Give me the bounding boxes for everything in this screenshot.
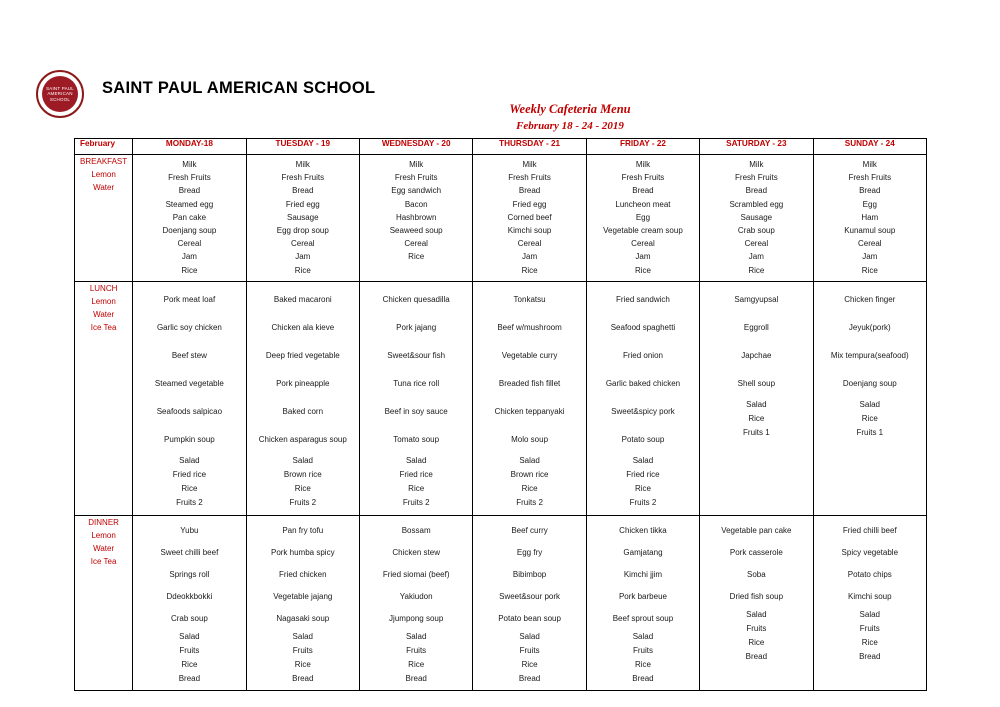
meal-drink: Lemon [91, 170, 116, 179]
menu-item: Egg sandwich [391, 186, 442, 196]
menu-item: Jam [181, 252, 197, 262]
menu-item: Tonkatsu [513, 294, 546, 304]
page-header [30, 62, 970, 132]
menu-item: Bread [292, 186, 314, 196]
menu-item: Beef curry [511, 525, 548, 535]
menu-item: Salad [179, 455, 200, 465]
menu-item: Fried siomai (beef) [382, 569, 450, 579]
menu-item: Milk [522, 160, 537, 169]
menu-item: Fried rice [399, 470, 433, 480]
menu-item: Rice [408, 484, 425, 494]
menu-cell [473, 281, 586, 515]
menu-item: Mix tempura(seafood) [830, 350, 909, 360]
menu-item: Soba [747, 569, 766, 579]
menu-item: Crab soup [737, 226, 775, 236]
menu-item: Jam [635, 252, 651, 262]
menu-cell [473, 515, 586, 690]
menu-item: Fruits 1 [743, 428, 770, 438]
menu-item: Vegetable pan cake [721, 525, 792, 535]
menu-item: Cereal [631, 239, 655, 249]
meal-row-dinner [75, 515, 927, 690]
menu-item: Potato bean soup [498, 613, 561, 623]
menu-item: Fresh Fruits [848, 173, 892, 183]
menu-item: Crab soup [170, 613, 208, 623]
menu-item: Samgyupsal [734, 294, 779, 304]
meal-drink: Lemon [91, 530, 116, 540]
menu-item: Beef in soy sauce [384, 406, 448, 416]
menu-item: Fried onion [622, 350, 663, 360]
menu-item: Pork meat loaf [163, 294, 216, 304]
menu-item: Gamjatang [623, 547, 663, 557]
menu-item: Bread [745, 186, 768, 196]
school-logo [36, 70, 84, 118]
menu-cell [700, 281, 813, 515]
menu-item: Kunamul soup [844, 226, 896, 236]
menu-item: Springs roll [169, 569, 210, 579]
meal-name: LUNCH [89, 283, 118, 293]
school-name: SAINT PAUL AMERICAN SCHOOL [102, 79, 376, 97]
header-saturday: SATURDAY - 23 [700, 139, 813, 155]
header-sunday: SUNDAY - 24 [813, 139, 926, 155]
menu-item: Pork pineapple [276, 378, 330, 388]
menu-item: Egg drop soup [276, 226, 329, 236]
menu-item: Fruits 2 [289, 498, 317, 508]
menu-item: Potato soup [621, 434, 665, 444]
menu-item: Cereal [291, 239, 315, 249]
menu-item: Milk [749, 160, 764, 169]
menu-cell [246, 515, 359, 690]
menu-item: Fruits 2 [402, 498, 430, 508]
menu-item: Salad [859, 609, 880, 619]
menu-item: Salad [746, 609, 767, 619]
menu-item: Chicken finger [844, 294, 896, 304]
menu-item: Cereal [517, 239, 542, 249]
meal-label-cell [75, 281, 133, 515]
menu-item: Salad [292, 631, 314, 641]
meal-name: BREAKFAST [80, 157, 128, 166]
menu-item: Bread [859, 651, 881, 661]
meal-drink: Lemon [91, 296, 116, 306]
menu-item: Bread [518, 186, 541, 196]
menu-item: Rice [634, 484, 651, 494]
menu-item: Sausage [740, 212, 773, 222]
menu-item: Bread [632, 673, 654, 683]
menu-item: Sweet&sour fish [387, 350, 446, 360]
meal-label-cell [75, 155, 133, 282]
menu-item: Cereal [857, 239, 882, 249]
menu-item: Pork casserole [729, 547, 783, 557]
menu-item: Salad [292, 455, 314, 465]
header-friday: FRIDAY - 22 [586, 139, 699, 155]
header-thursday: THURSDAY - 21 [473, 139, 586, 155]
menu-item: Rice [521, 265, 538, 275]
meal-label-cell [75, 515, 133, 690]
menu-item: Rice [861, 414, 878, 424]
header-wednesday: WEDNESDAY - 20 [359, 139, 472, 155]
menu-item: Beef stew [171, 350, 207, 360]
menu-item: Fried rice [172, 470, 207, 480]
menu-item: Tomato soup [393, 434, 440, 444]
menu-item: Fruits [746, 623, 767, 633]
menu-item: Salad [632, 455, 654, 465]
menu-item: Salad [632, 631, 654, 641]
meal-drink: Water [93, 543, 115, 553]
menu-item: Corned beef [507, 212, 552, 222]
menu-cell [246, 281, 359, 515]
menu-item: Garlic soy chicken [156, 322, 222, 332]
menu-item: Vegetable jajang [273, 591, 333, 601]
menu-cell [359, 281, 472, 515]
header-month: February [75, 139, 133, 155]
menu-item: Sweet chilli beef [160, 547, 219, 557]
menu-item: Fried egg [512, 199, 547, 209]
menu-item: Chicken quesadilla [382, 294, 450, 304]
menu-item: Pan cake [172, 212, 207, 222]
menu-item: Chicken ala kieve [271, 322, 335, 332]
menu-item: Fruits [859, 623, 880, 633]
menu-item: Rice [181, 659, 198, 669]
menu-item: Fried sandwich [616, 294, 670, 304]
menu-item: Chicken stew [392, 547, 440, 557]
menu-cell [813, 155, 926, 282]
menu-item: Pan fry tofu [282, 525, 324, 535]
menu-item: Jeyuk(pork) [848, 322, 891, 332]
menu-item: Bread [292, 673, 314, 683]
menu-item: Rice [521, 484, 538, 494]
menu-item: Beef sprout soup [612, 613, 674, 623]
menu-item: Eggroll [743, 322, 769, 332]
menu-item: Milk [295, 160, 310, 169]
menu-item: Bread [859, 186, 881, 196]
menu-cell [586, 281, 699, 515]
menu-item: Fruits 1 [856, 428, 884, 438]
menu-item: Fried chilli beef [842, 525, 897, 535]
meal-drink: Water [93, 183, 115, 192]
table-header-row [75, 139, 927, 155]
menu-item: Bread [745, 651, 768, 661]
menu-item: Egg [635, 212, 651, 222]
menu-item: Yubu [180, 525, 199, 535]
menu-item: Salad [746, 399, 767, 409]
menu-cell [359, 155, 472, 282]
meal-drink: Ice Tea [90, 556, 117, 566]
menu-item: Sweet&spicy pork [611, 406, 675, 416]
menu-item: Baked corn [282, 406, 324, 416]
menu-item: Fried chicken [279, 569, 327, 579]
school-logo-text: SAINT PAUL AMERICAN SCHOOL [42, 76, 78, 112]
menu-item: Jam [295, 252, 311, 262]
meal-drink: Ice Tea [90, 322, 117, 332]
menu-item: Salad [859, 399, 880, 409]
weekly-menu-table [74, 138, 927, 691]
menu-item: Fruits 2 [516, 498, 543, 508]
menu-item: Kimchi soup [507, 226, 552, 236]
menu-item: Fresh Fruits [281, 173, 325, 183]
menu-item: Japchae [741, 350, 772, 360]
menu-item: Rice [294, 265, 311, 275]
menu-item: Cereal [744, 239, 769, 249]
menu-item: Rice [408, 252, 425, 262]
menu-item: Potato chips [847, 569, 892, 579]
menu-cell [586, 155, 699, 282]
menu-item: Egg fry [516, 547, 543, 557]
menu-item: Molo soup [511, 434, 549, 444]
menu-item: Ham [861, 212, 879, 222]
menu-item: Bread [405, 673, 427, 683]
menu-item: Fruits 2 [176, 498, 203, 508]
menu-item: Rice [294, 659, 311, 669]
menu-item: Doenjang soup [162, 226, 217, 236]
menu-item: Hashbrown [395, 212, 437, 222]
menu-item: Fruits [519, 645, 540, 655]
menu-item: Milk [635, 160, 651, 169]
menu-item: Jam [748, 252, 764, 262]
menu-cell [813, 515, 926, 690]
menu-item: Cereal [404, 239, 428, 249]
menu-item: Rice [634, 659, 651, 669]
menu-item: Rice [748, 637, 765, 647]
menu-cell [133, 155, 246, 282]
menu-item: Rice [861, 265, 878, 275]
menu-item: Milk [862, 160, 877, 169]
menu-item: Fruits [406, 645, 427, 655]
menu-item: Fruits [632, 645, 653, 655]
menu-item: Rice [748, 414, 765, 424]
menu-item: Pork jajang [396, 322, 437, 332]
menu-item: Fresh Fruits [735, 173, 778, 183]
menu-item: Pork humba spicy [270, 547, 335, 557]
menu-item: Bossam [401, 525, 431, 535]
menu-item: Fruits [179, 645, 200, 655]
menu-item: Shell soup [737, 378, 776, 388]
menu-item: Egg [862, 199, 877, 209]
menu-item: Salad [179, 631, 200, 641]
menu-item: Fried egg [285, 199, 320, 209]
menu-item: Rice [181, 265, 198, 275]
menu-item: Fruits [292, 645, 313, 655]
menu-item: Brown rice [510, 470, 549, 480]
menu-item: Vegetable curry [501, 350, 558, 360]
menu-item: Beef w/mushroom [497, 322, 562, 332]
menu-item: Milk [182, 160, 197, 169]
menu-cell [700, 155, 813, 282]
menu-cell [359, 515, 472, 690]
menu-item: Baked macaroni [273, 294, 332, 304]
menu-cell [586, 515, 699, 690]
menu-item: Rice [634, 265, 651, 275]
menu-item: Pork barbeue [618, 591, 667, 601]
menu-item: Sweet&sour pork [499, 591, 561, 601]
meal-row-breakfast [75, 155, 927, 282]
menu-item: Fresh Fruits [508, 173, 551, 183]
menu-item: Chicken teppanyaki [494, 406, 565, 416]
menu-item: Ddeokkbokki [166, 591, 213, 601]
menu-cell [133, 515, 246, 690]
menu-item: Garlic baked chicken [605, 378, 681, 388]
menu-item: Fried rice [626, 470, 660, 480]
menu-item: Salad [405, 631, 427, 641]
menu-item: Bread [632, 186, 654, 196]
menu-item: Jam [522, 252, 538, 262]
menu-item: Salad [519, 455, 540, 465]
menu-item: Cereal [177, 239, 202, 249]
menu-item: Chicken tikka [619, 525, 667, 535]
menu-item: Vegetable cream soup [603, 226, 683, 236]
menu-cell [813, 281, 926, 515]
menu-item: Scrambled egg [729, 199, 784, 209]
menu-item: Seafood spaghetti [610, 322, 676, 332]
menu-item: Fruits 2 [629, 498, 657, 508]
menu-item: Rice [748, 265, 765, 275]
menu-item: Jjumpong soup [389, 613, 444, 623]
menu-item: Chicken asparagus soup [258, 434, 347, 444]
menu-date-range: February 18 - 24 - 2019 [516, 120, 624, 132]
meal-name: DINNER [88, 517, 119, 527]
menu-title: Weekly Cafeteria Menu [509, 102, 631, 116]
menu-item: Fresh Fruits [168, 173, 211, 183]
header-tuesday: TUESDAY - 19 [246, 139, 359, 155]
menu-item: Salad [405, 455, 427, 465]
meal-row-lunch [75, 281, 927, 515]
menu-item: Deep fried vegetable [265, 350, 340, 360]
menu-item: Fresh Fruits [621, 173, 665, 183]
menu-item: Salad [519, 631, 540, 641]
menu-item: Pumpkin soup [164, 434, 215, 444]
menu-item: Jam [862, 252, 878, 262]
menu-item: Kimchi jjim [623, 569, 663, 579]
menu-item: Fresh Fruits [394, 173, 438, 183]
menu-item: Milk [409, 160, 424, 169]
menu-item: Bibimbop [512, 569, 547, 579]
menu-item: Bacon [404, 199, 428, 209]
header-monday: MONDAY-18 [133, 139, 246, 155]
menu-item: Breaded fish fillet [498, 378, 561, 388]
menu-item: Kimchi soup [847, 591, 892, 601]
menu-item: Rice [294, 484, 311, 494]
menu-item: Tuna rice roll [393, 378, 440, 388]
menu-item: Brown rice [283, 470, 322, 480]
menu-item: Spicy vegetable [841, 547, 899, 557]
menu-item: Bread [178, 673, 201, 683]
menu-cell [133, 281, 246, 515]
meal-drink: Water [93, 309, 115, 319]
menu-item: Yakiudon [399, 591, 433, 601]
menu-item: Rice [408, 659, 425, 669]
menu-item: Rice [181, 484, 198, 494]
table-body [75, 155, 927, 691]
menu-item: Seafoods salpicao [156, 406, 223, 416]
menu-item: Steamed vegetable [154, 378, 224, 388]
menu-item: Bread [178, 186, 201, 196]
menu-item: Dried fish soup [729, 591, 784, 601]
menu-item: Rice [521, 659, 538, 669]
menu-item: Steamed egg [165, 199, 214, 209]
menu-item: Seaweed soup [389, 226, 443, 236]
menu-item: Sausage [286, 212, 319, 222]
menu-item: Rice [861, 637, 878, 647]
menu-item: Doenjang soup [842, 378, 897, 388]
menu-cell [246, 155, 359, 282]
menu-item: Nagasaki soup [276, 613, 330, 623]
menu-cell [473, 155, 586, 282]
menu-cell [700, 515, 813, 690]
menu-item: Bread [518, 673, 541, 683]
menu-item: Luncheon meat [615, 199, 671, 209]
